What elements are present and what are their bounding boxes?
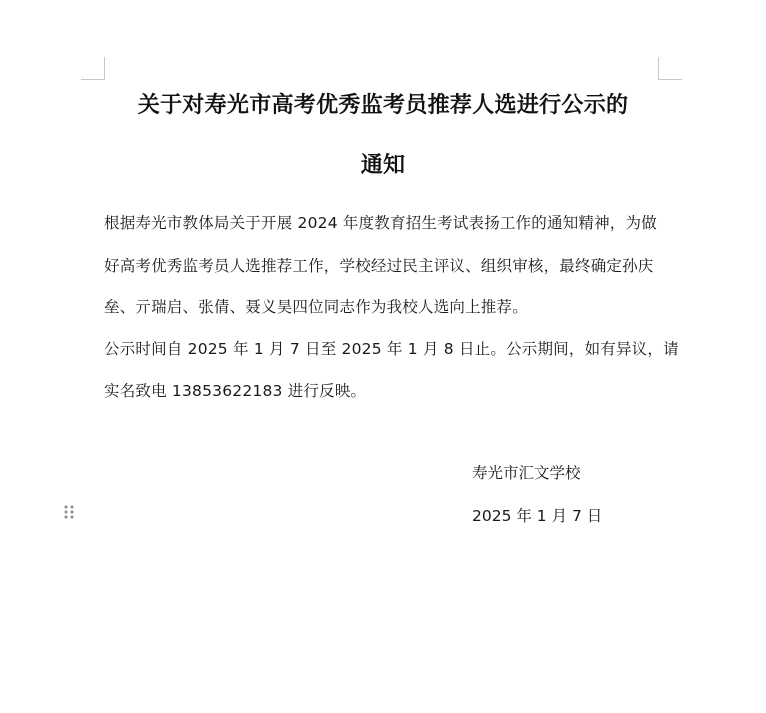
crop-mark-top-left <box>81 57 105 80</box>
signature-organization[interactable]: 寿光市汇文学校 <box>472 464 581 482</box>
signature-date[interactable]: 2025 年 1 月 7 日 <box>472 507 603 525</box>
notice-title-line2[interactable]: 通知 <box>360 153 406 178</box>
body-line-5[interactable]: 实名致电 13853622183 进行反映。 <box>104 382 367 400</box>
drag-handle-svg <box>63 504 75 520</box>
body-line-1[interactable]: 根据寿光市教体局关于开展 2024 年度教育招生考试表扬工作的通知精神，为做 <box>104 214 657 232</box>
drag-handle-icon[interactable] <box>63 504 75 520</box>
notice-title-line1[interactable]: 关于对寿光市高考优秀监考员推荐人选进行公示的 <box>137 93 629 118</box>
body-line-2[interactable]: 好高考优秀监考员人选推荐工作，学校经过民主评议、组织审核，最终确定孙庆 <box>104 257 654 275</box>
body-line-4[interactable]: 公示时间自 2025 年 1 月 7 日至 2025 年 1 月 8 日止。公示期间，如有异议，请 <box>104 340 679 358</box>
crop-mark-top-right <box>658 57 682 80</box>
body-line-3[interactable]: 垒、亓瑞启、张倩、聂义昊四位同志作为我校人选向上推荐。 <box>104 298 528 316</box>
